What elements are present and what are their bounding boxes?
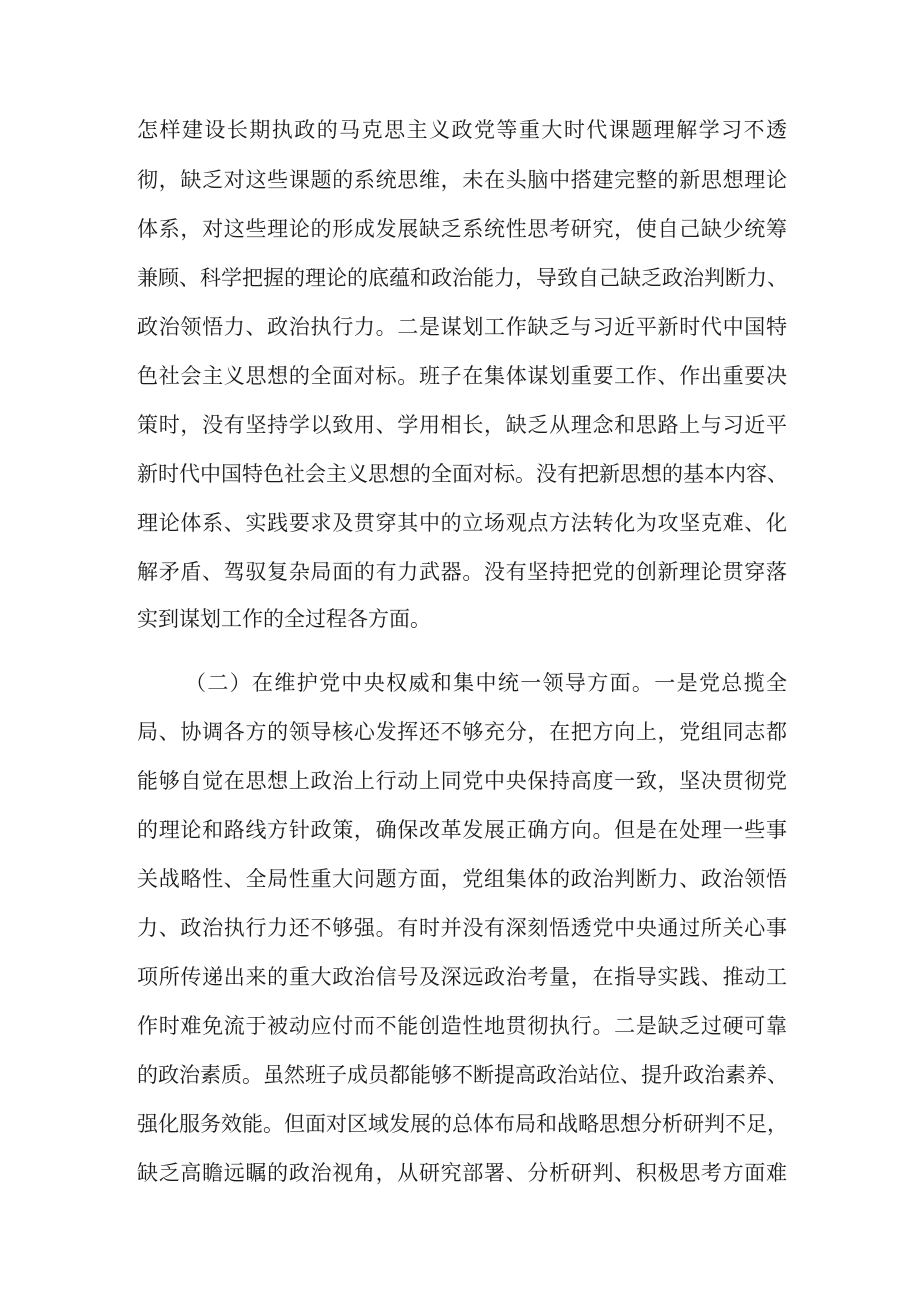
text-line: 缺乏高瞻远瞩的政治视角，从研究部署、分析研判、积极思考方面难 (137, 1161, 787, 1185)
text-line: 的理论和路线方针政策，确保改革发展正确方向。但是在处理一些事 (137, 818, 787, 842)
text-line: 策时，没有坚持学以致用、学用相长，缺乏从理念和思路上与习近平 (137, 413, 787, 437)
text-line: 理论体系、实践要求及贯穿其中的立场观点方法转化为攻坚克难、化 (137, 511, 787, 535)
text-line: 色社会主义思想的全面对标。班子在集体谋划重要工作、作出重要决 (137, 364, 787, 388)
text-line: 彻，缺乏对这些课题的系统思维，未在头脑中搭建完整的新思想理论 (137, 168, 787, 192)
text-line: 强化服务效能。但面对区域发展的总体布局和战略思想分析研判不足， (137, 1112, 788, 1136)
text-line: 关战略性、全局性重大问题方面，党组集体的政治判断力、政治领悟 (137, 867, 787, 891)
text-line: 局、协调各方的领导核心发挥还不够充分，在把方向上，党组同志都 (137, 720, 787, 744)
text-line: 的政治素质。虽然班子成员都能够不断提高政治站位、提升政治素养、 (137, 1063, 788, 1087)
text-line: 解矛盾、驾驭复杂局面的有力武器。没有坚持把党的创新理论贯穿落 (137, 560, 787, 584)
text-line: 实到谋划工作的全过程各方面。 (137, 607, 431, 631)
text-line: 作时难免流于被动应付而不能创造性地贯彻执行。二是缺乏过硬可靠 (137, 1014, 787, 1038)
text-line: 怎样建设长期执政的马克思主义政党等重大时代课题理解学习不透 (137, 118, 787, 142)
text-line: 体系，对这些理论的形成发展缺乏系统性思考研究，使自己缺少统筹 (137, 217, 787, 241)
text-line: 政治领悟力、政治执行力。二是谋划工作缺乏与习近平新时代中国特 (137, 315, 787, 339)
text-line: 新时代中国特色社会主义思想的全面对标。没有把新思想的基本内容、 (137, 462, 788, 486)
text-line: （二）在维护党中央权威和集中统一领导方面。一是党总揽全 (185, 671, 787, 695)
text-line: 项所传递出来的重大政治信号及深远政治考量，在指导实践、推动工 (137, 965, 787, 989)
text-line: 兼顾、科学把握的理论的底蕴和政治能力，导致自己缺乏政治判断力、 (137, 266, 788, 290)
text-line: 力、政治执行力还不够强。有时并没有深刻悟透党中央通过所关心事 (137, 916, 787, 940)
text-line: 能够自觉在思想上政治上行动上同党中央保持高度一致，坚决贯彻党 (137, 769, 787, 793)
